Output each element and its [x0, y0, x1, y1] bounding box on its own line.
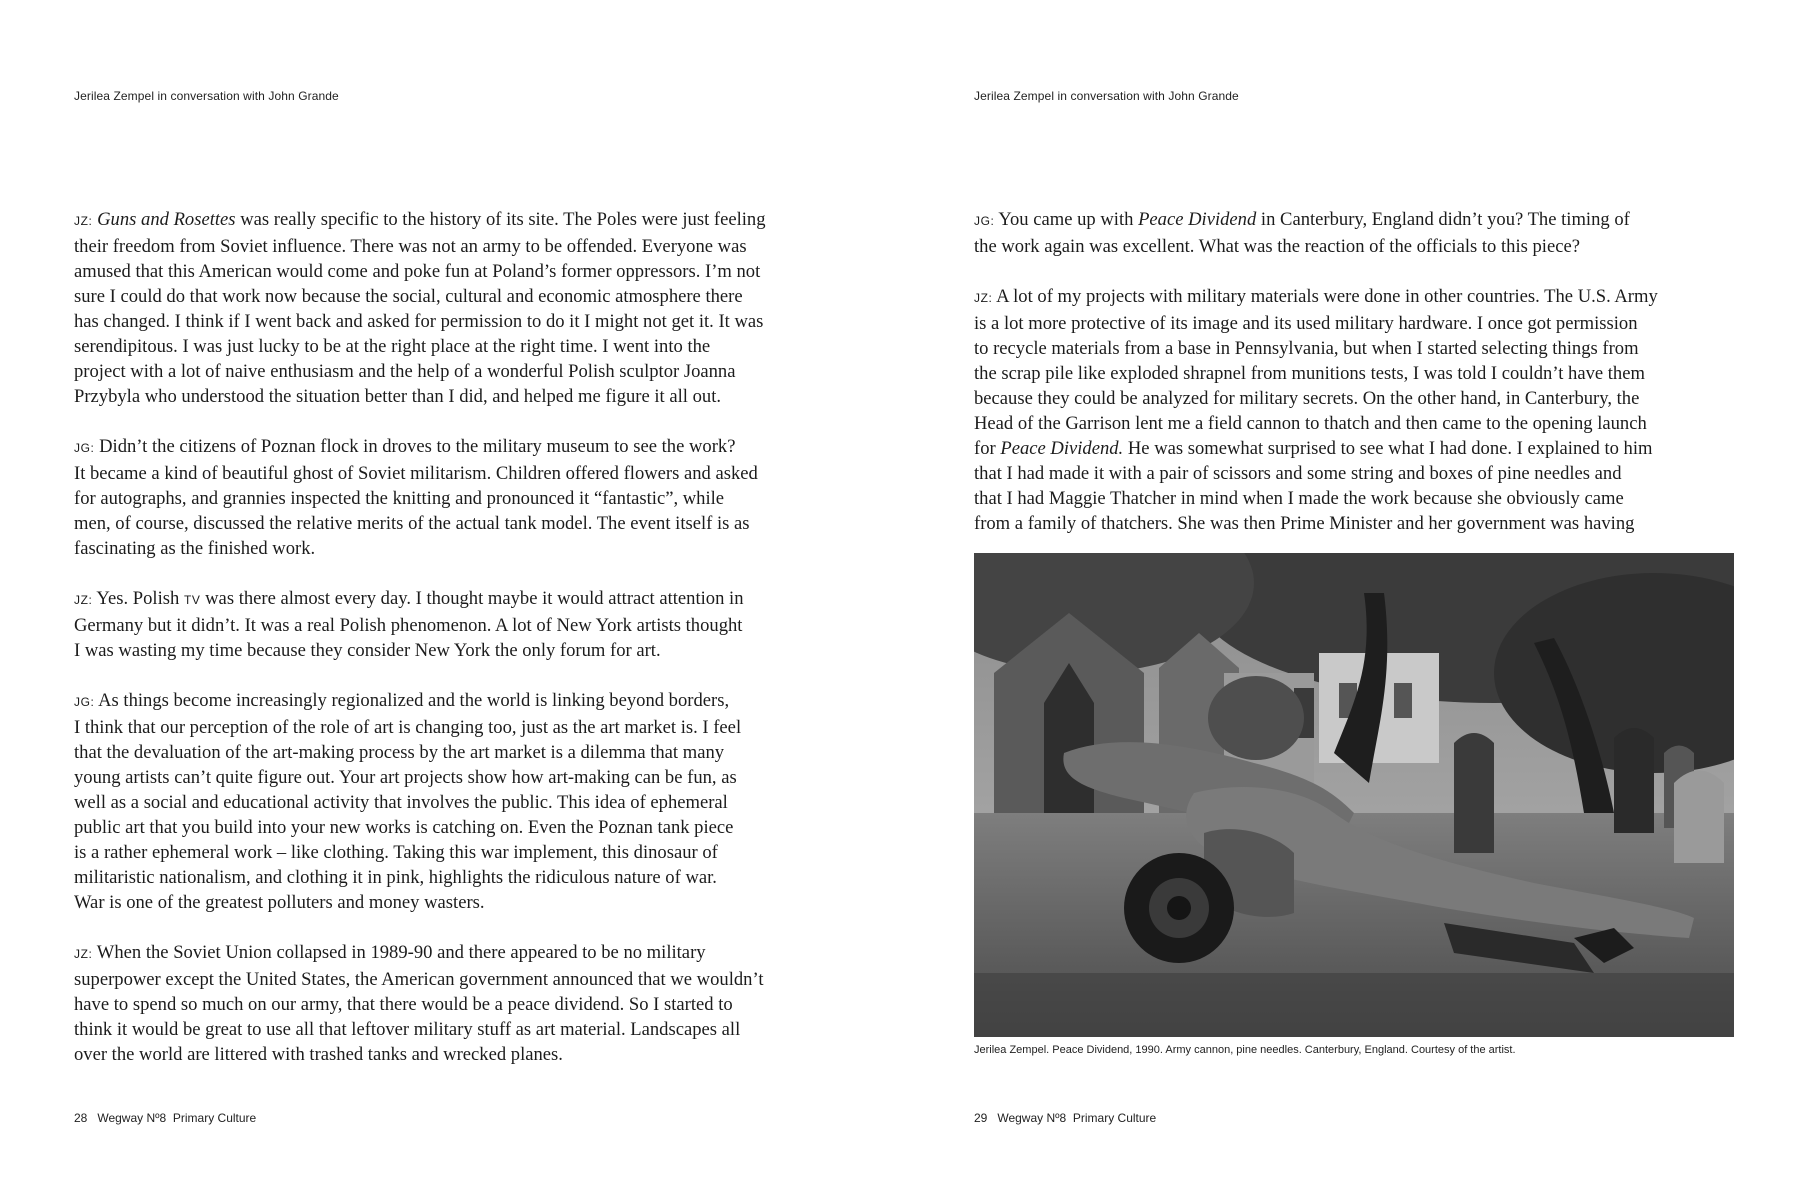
page-footer: 29 Wegway Nº8 Primary Culture	[974, 1111, 1157, 1125]
paragraph-text: A lot of my projects with military materials were done in other countries. The U.S. Army is a lot more protective of its image and its used military hardware. I once got permission to recycle materials from a base in Pennsylvania, but when I started selecting things from the scrap pile like exploded shrapnel from munitions tests, I was told I couldn’t have them because they could be analyzed for military secrets. On the other hand, in Canterbury, the Head of the Garrison lent me a field cannon to thatch and then came to the opening launch for	[974, 286, 1658, 459]
artwork-title: Peace Dividend.	[1000, 438, 1124, 459]
speaker-label: JG:	[74, 441, 95, 455]
page-footer: 28 Wegway Nº8 Primary Culture	[74, 1111, 257, 1125]
paragraph-text: You came up with	[994, 209, 1139, 230]
artwork-title: Peace Dividend	[1138, 209, 1257, 230]
speaker-label: JG:	[974, 214, 995, 228]
speaker-label: JZ:	[974, 291, 993, 305]
running-head: Jerilea Zempel in conversation with John Grande	[974, 89, 1239, 103]
speaker-label: JZ:	[74, 214, 93, 228]
speaker-label: JZ:	[74, 593, 93, 607]
paragraph-text: was there almost every day. I thought maybe it would attract attention in Germany but it didn’t. It was a real Polish phenomenon. A lot of New York artists thought I was wasting my time because they consider New York the only forum for art.	[74, 588, 744, 661]
small-caps-abbreviation: TV	[183, 593, 201, 607]
paragraph-2	[974, 284, 1739, 536]
paragraph-5	[74, 940, 839, 1067]
speaker-label: JG:	[74, 695, 95, 709]
paragraph-text: Yes. Polish	[92, 588, 184, 609]
speaker-label: JZ:	[74, 947, 93, 961]
paragraph-4	[74, 688, 839, 915]
running-head: Jerilea Zempel in conversation with John Grande	[74, 89, 339, 103]
photograph-image	[974, 553, 1734, 1037]
paragraph-text: When the Soviet Union collapsed in 1989-90 and there appeared to be no military superpower except the United States, the American government announced that we wouldn’t have to spend so much on our army, that there would be a peace dividend. So I started to think it would be great to use all that leftover military stuff as art material. Landscapes all over the world are littered with trashed tanks and wrecked planes.	[74, 942, 764, 1065]
interview-text	[74, 207, 839, 1092]
paragraph-1	[974, 207, 1739, 259]
paragraph-3	[74, 586, 839, 663]
photo-caption: Jerilea Zempel. Peace Dividend, 1990. Army cannon, pine needles. Canterbury, England. Courtesy of the artist.	[974, 1044, 1516, 1056]
paragraph-text: He was somewhat surprised to see what I had done. I explained to him that I had made it with a pair of scissors and some string and boxes of pine needles and that I had Maggie Thatcher in mind when I made the work because she obviously came from a family of thatchers. She was then Prime Minister and her government was having	[974, 438, 1653, 534]
paragraph-2	[74, 434, 839, 561]
interview-text	[974, 207, 1739, 561]
paragraph-text: was really specific to the history of its site. The Poles were just feeling their freedom from Soviet influence. There was not an army to be offended. Everyone was amused that this American would come and poke fun at Poland’s former oppressors. I’m not sure I could do that work now because the social, cultural and economic atmosphere there has changed. I think if I went back and asked for permission to do it I might not get it. It was serendipitous. I was just lucky to be at the right place at the right time. I went into the project with a lot of naive enthusiasm and the help of a wonderful Polish sculptor Joanna Przybyla who understood the situation better than I did, and helped me figure it all out.	[74, 209, 766, 407]
paragraph-text: As things become increasingly regionalized and the world is linking beyond borders, I think that our perception of the role of art is changing too, just as the art market is. I feel that the devaluation of the art-making process by the art market is a dilemma that many young artists can’t quite figure out. Your art projects show how art-making can be fun, as well as a social and educational activity that involves the public. This idea of ephemeral public art that you build into your new works is catching on. Even the Poznan tank piece is a rather ephemeral work – like clothing. Taking this war implement, this dinosaur of militaristic nationalism, and clothing it in pink, highlights the ridiculous nature of war. War is one of the greatest polluters and money wasters.	[74, 690, 742, 913]
paragraph-text: Didn’t the citizens of Poznan flock in droves to the military museum to see the work? It became a kind of beautiful ghost of Soviet militarism. Children offered flowers and asked for autographs, and grannies inspected the knitting and pronounced it “fantastic”, while men, of course, discussed the relative merits of the actual tank model. The event itself is as fascinating as the finished work.	[74, 436, 758, 559]
right-page	[900, 0, 1800, 1200]
paragraph-text: in Canterbury, England didn’t you? The timing of the work again was excellent. What was the reaction of the officials to this piece?	[974, 209, 1630, 257]
artwork-photograph	[974, 553, 1734, 1037]
paragraph-1	[74, 207, 839, 409]
artwork-title: Guns and Rosettes	[97, 209, 236, 230]
